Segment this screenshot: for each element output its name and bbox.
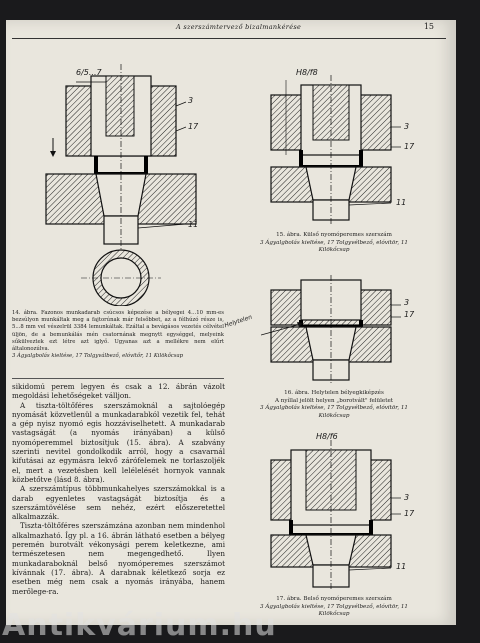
figure-17-drawing [261,440,411,590]
caption-rule [12,378,224,379]
figure-17-dim-label: H8/f6 [316,432,338,441]
figure-16-side-label: Helytelen [223,313,254,330]
figure-16-caption-parts: 3 Ágyalgbolás kieltése, 17 Tolgyvélbező, elóvitör, 11 Kilökőcsap [260,405,408,419]
figure-16-drawing [261,275,411,385]
figure-14-part-3-label: 3 [188,96,194,105]
figure-17-part-17-label: 17 [404,509,415,518]
figure-15-part-11-label: 11 [396,198,407,207]
figure-14-caption-title: 14. ábra. Fazonos munkadarab csúcsos képezése a bélyegei 4...10 mm-es bezsúlyon munkáltak meg a fajtorúnak már felsőbbet, az a félhúzó része is, 5...8 mm vel vészelrül 3384 lemunkáltak. Ezáltal a bevágásos vezetés célvétel üljön, de a bemunkálás mén csatornának megnytt egységgel, melyeink sűkülveztek ezt létre azt iglyő. Ugyanas azt a mellékre nem elűrt általonozúlva. [12,310,224,353]
figure-15-caption-title: 15. ábra. Külső nyomóperemes szerszám [276,232,392,238]
body-paragraph-4: Tiszta-töltőféres szerszámzána azonban nem mindenhol alkalmazható. Így pl. a 16. ábrán látható esetben a bélyeg peremén burotvált vékonysági perem keletkezne, ami természetesen nem megengedhető. Ilyen munkadaraboknál belső nyomóperemes szerszámot kívánnak (17. ábra). A darabnak kéletkező sorja ez esetben még nem csak a nyomás irányába, hanem merőlege-ra. [12,521,225,596]
body-paragraph-3: A szerszámtípus többmunkahelyes szerszámokkal is a darab egyenletes vastagságát biztosítja és a szerszámtövélése sem nehéz, ezért előszeretettel alkalmazzák. [12,484,225,522]
figure-16-caption [244,390,424,420]
figure-17-caption-parts: 3 Ágyalgbolás kieltése, 17 Tolgyvélbező, elóvitör, 11 Kilökőcsap [260,603,408,617]
figure-15-part-17-label: 17 [404,142,415,151]
figure-14-drawing [36,56,216,306]
figure-15-drawing [261,75,411,225]
page-number: 15 [423,22,434,31]
figure-15-caption-parts: 3 Ágyalgbolás kieltése, 17 Tolgyvélbező, elóvitör, 11 Kilökőcsap [260,239,408,253]
body-paragraph-1: sikidomú perem legyen és csak a 12. ábrán vázolt megoldási lehetőségeket válljon. [12,382,225,401]
figure-15-dim-label: H8/f8 [296,68,318,77]
watermark: Antikvárium.hu [2,608,277,643]
book-page [6,20,456,625]
figure-14-part-17-label: 17 [188,122,199,131]
figure-17-part-3-label: 3 [404,493,410,502]
figure-14-caption-parts: 3 Ágyalgbolás kieltése, 17 Tolgyválbező, elóvitőr, 11 Kilökőcsap [12,353,184,360]
figure-16-part-3-label: 3 [404,298,410,307]
body-paragraph-2: A tiszta-töltőféres szerszámoknál a sajtolóegép nyomását közvetlenül a munkadarabkól vezetik fel, tehát a gép nyisz nyomó egis hozzáviselhetett. A munkadarab vastagságát (a nyomás irányában) a külső nyomóperemmel biztosítjuk (15. ábra). A szabvány szerinti nevitel gondolkodik arról, hogy a csavarnál kifutásai az egymásra lekvő zárófelemek ne torlaszoljék el, mert a vezetésben kell lelélelését hornyok vannak közbetőtve (lásd 8. ábra). [12,400,225,484]
figure-17-part-11-label: 11 [396,562,407,571]
header-rule [12,38,446,39]
figure-16-part-17-label: 17 [404,310,415,319]
body-text-column [12,382,225,596]
figure-15-caption [244,232,424,255]
figure-16-caption-title: 16. ábra. Helytelen bélyegkiképzés [284,390,384,396]
figure-14-part-11-label: 11 [188,220,199,229]
running-header: A szerszámtervező bizalmankérése [176,23,302,31]
figure-14-caption [12,310,224,360]
figure-16-caption-subtitle: A nyíllal jelölt helyen „borotvált" felületet [274,397,394,404]
figure-14-dim-label: 6/5...7 [76,68,102,77]
figure-17-caption-title: 17. ábra. Belső nyomóperemes szerszám [276,596,392,602]
figure-15-part-3-label: 3 [404,122,410,131]
